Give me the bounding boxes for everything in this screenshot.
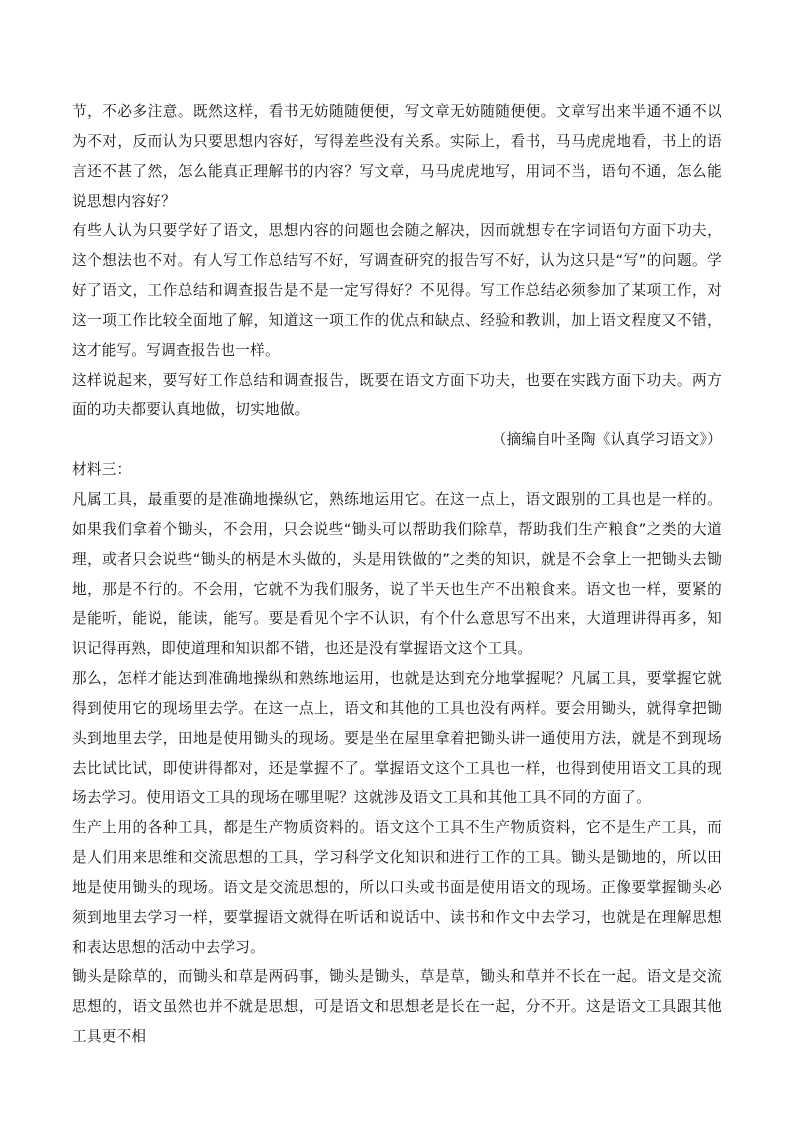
body-paragraph: 锄头是除草的，而锄头和草是两码事，锄头是锄头，草是草，锄头和草并不长在一起。语文是交流思想的，语文虽然也并不就是思想，可是语文和思想老是长在一起，分不开。这是语文工具跟其他工具更不相 (72, 968, 722, 1046)
section-heading: 材料三： (72, 461, 132, 479)
body-paragraph: 那么，怎样才能达到准确地操纵和熟练地运用，也就是达到充分地掌握呢？凡属工具，要掌握它就得到使用它的现场里去学。在这一点上，语文和其他的工具也没有两样。要会用锄头，就得拿把锄头到地里去学，田地是使用锄头的现场。要是坐在屋里拿着把锄头讲一通使用方法，就是不到现场去比试比试，即使讲得都对，还是掌握不了。掌握语文这个工具也一样，也得到使用语文工具的现场去学习。使用语文工具的现场在哪里呢？这就涉及语文工具和其他工具不同的方面了。 (72, 670, 722, 807)
body-paragraph: 凡属工具，最重要的是准确地操纵它，熟练地运用它。在这一点上，语文跟别的工具也是一样的。如果我们拿着个锄头，不会用，只会说些“锄头可以帮助我们除草，帮助我们生产粮食”之类的大道理，或者只会说些“锄头的柄是木头做的，头是用铁做的”之类的知识，就是不会拿上一把锄头去锄地，那是不行的。不会用，它就不为我们服务，说了半天也生产不出粮食来。语文也一样，要紧的是能听，能说，能读，能写。要是看见个字不认识，有个什么意思写不出来，大道理讲得再多，知识记得再熟，即使道理和知识都不错，也还是没有掌握语文这个工具。 (72, 490, 722, 658)
document-page (72, 97, 722, 1052)
source-citation: （摘编自叶圣陶《认真学习语文》） (491, 431, 722, 449)
body-paragraph: 这样说起来，要写好工作总结和调查报告，既要在语文方面下功夫，也要在实践方面下功夫。两方面的功夫都要认真地做，切实地做。 (72, 371, 722, 419)
body-paragraph: 生产上用的各种工具，都是生产物质资料的。语文这个工具不生产物质资料，它不是生产工具，而是人们用来思维和交流思想的工具，学习科学文化知识和进行工作的工具。锄头是锄地的，所以田地是使用锄头的现场。语文是交流思想的，所以口头或书面是使用语文的现场。正像要掌握锄头必须到地里去学习一样，要掌握语文就得在听话和说话中、读书和作文中去学习，也就是在理解思想和表达思想的活动中去学习。 (72, 819, 722, 956)
body-paragraph: 节，不必多注意。既然这样，看书无妨随随便便，写文章无妨随随便便。文章写出来半通不通不以为不对，反而认为只要思想内容好，写得差些没有关系。实际上，看书，马马虎虎地看，书上的语言还不甚了然，怎么能真正理解书的内容？写文章，马马虎虎地写，用词不当，语句不通，怎么能说思想内容好？ (72, 103, 722, 210)
body-paragraph: 有些人认为只要学好了语文，思想内容的问题也会随之解决，因而就想专在字词语句方面下功夫，这个想法也不对。有人写工作总结写不好，写调查研究的报告写不好，认为这只是“写”的问题。学好了语文，工作总结和调查报告是不是一定写得好？不见得。写工作总结必须参加了某项工作，对这一项工作比较全面地了解，知道这一项工作的优点和缺点、经验和教训，加上语文程度又不错，这才能写。写调查报告也一样。 (72, 222, 722, 359)
